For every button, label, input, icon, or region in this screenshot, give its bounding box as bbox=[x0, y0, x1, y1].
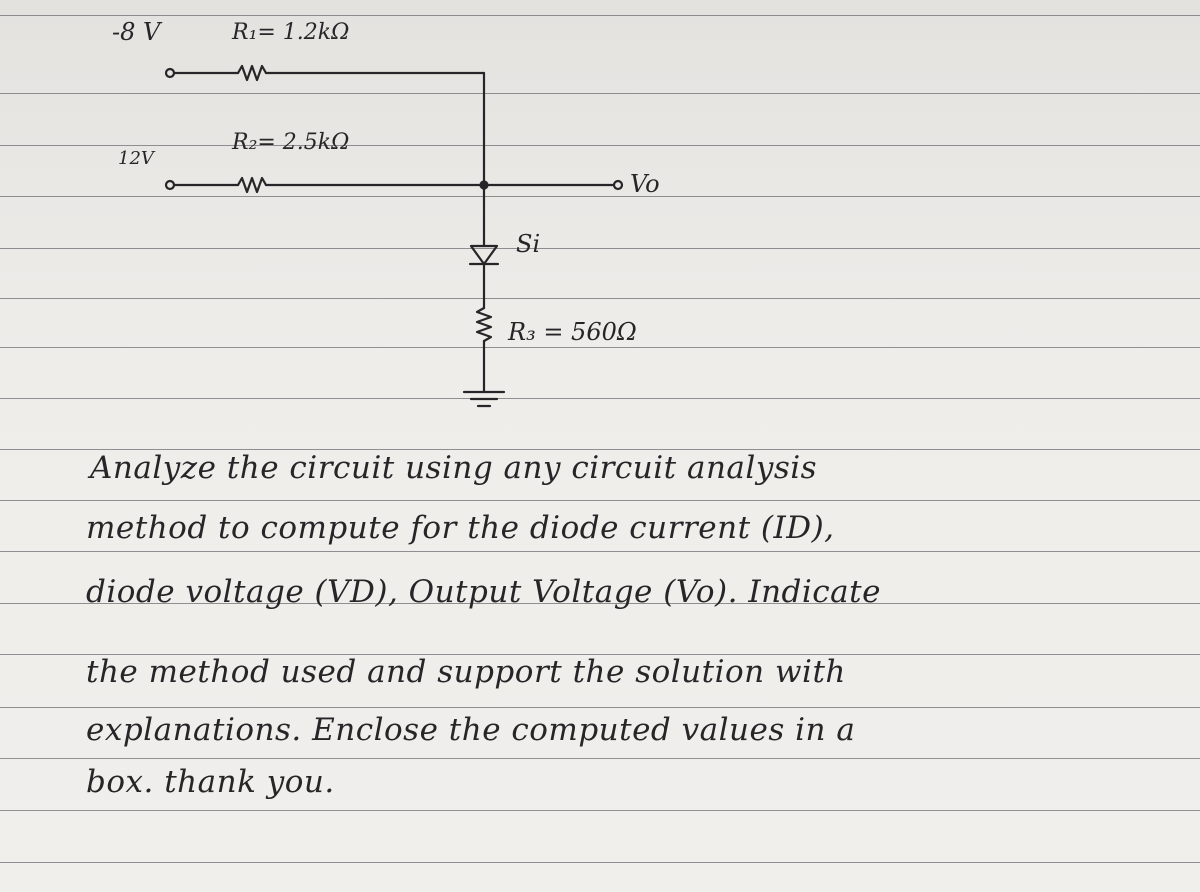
label-r1: R₁= 1.2kΩ bbox=[232, 20, 350, 45]
problem-line-4: the method used and support the solution with bbox=[86, 654, 846, 690]
resistor-r3 bbox=[477, 308, 491, 341]
terminal-12v bbox=[166, 181, 174, 189]
problem-line-3: diode voltage (VD), Output Voltage (Vo). Indicate bbox=[86, 574, 881, 610]
resistor-r2 bbox=[238, 178, 266, 192]
problem-line-6: box. thank you. bbox=[86, 764, 335, 800]
label-r3: R₃ = 560Ω bbox=[508, 318, 637, 346]
terminal-neg8v bbox=[166, 69, 174, 77]
label-neg8v: -8 V bbox=[112, 18, 161, 46]
label-vo: Vo bbox=[630, 170, 660, 198]
resistor-r1 bbox=[238, 66, 266, 80]
label-12v: 12V bbox=[118, 148, 154, 169]
diode-si bbox=[471, 246, 497, 264]
terminal-vo bbox=[614, 181, 622, 189]
problem-line-5: explanations. Enclose the computed values in a bbox=[86, 712, 856, 748]
label-diode-si: Si bbox=[516, 230, 541, 258]
problem-line-1: Analyze the circuit using any circuit analysis bbox=[90, 450, 818, 486]
label-r2: R₂= 2.5kΩ bbox=[232, 130, 350, 155]
problem-line-2: method to compute for the diode current (ID), bbox=[86, 510, 835, 546]
